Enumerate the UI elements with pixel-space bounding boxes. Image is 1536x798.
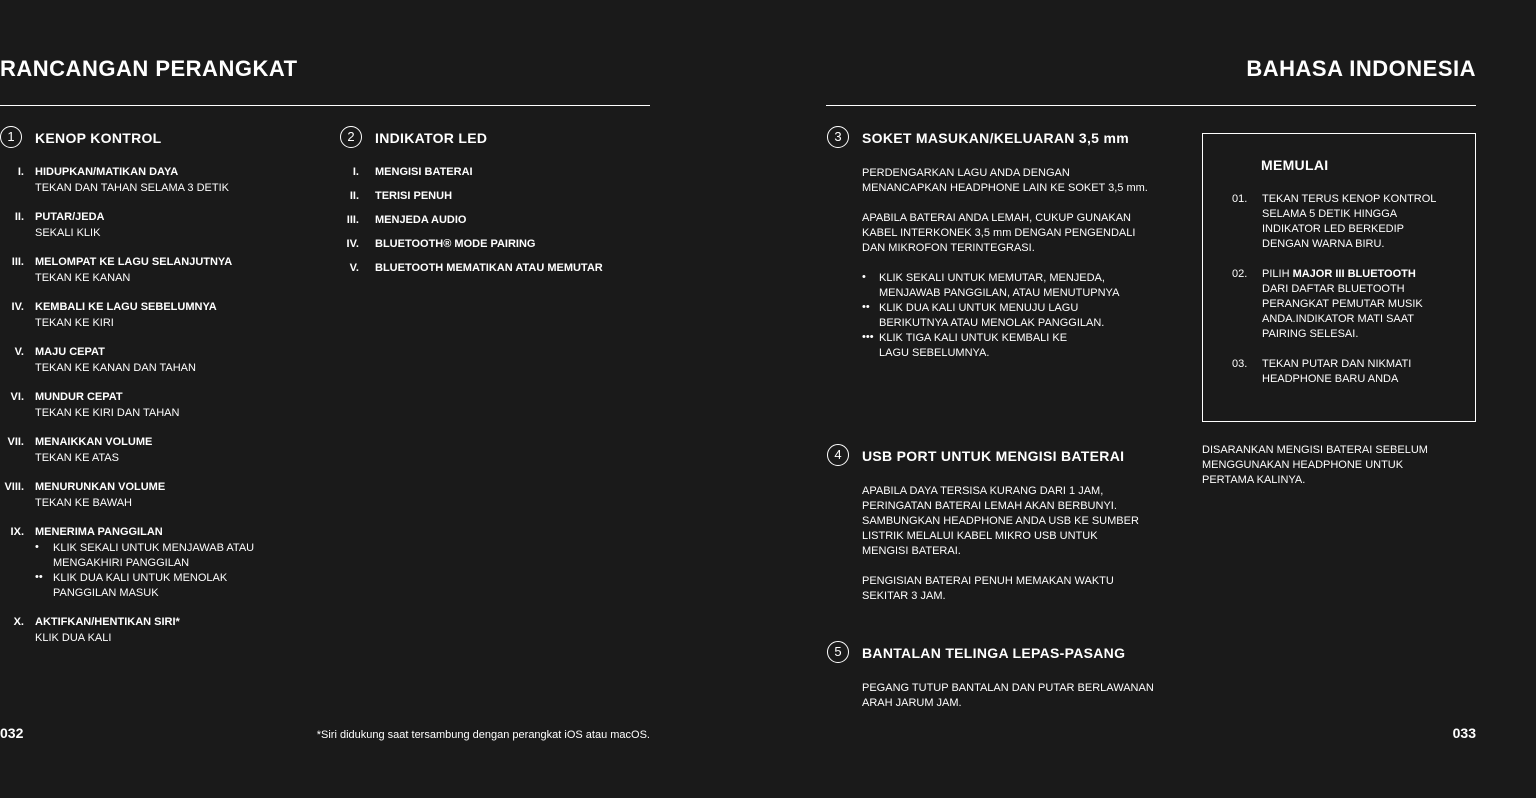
paragraph-line: MENANCAPKAN HEADPHONE LAIN KE SOKET 3,5 mm. bbox=[862, 182, 1148, 194]
step-text bbox=[1262, 222, 1404, 237]
item-description: TEKAN KE KANAN DAN TAHAN bbox=[35, 362, 196, 374]
note-line: MENGGUNAKAN HEADPHONE UNTUK bbox=[1202, 459, 1404, 471]
led-numeral: IV. bbox=[346, 238, 359, 250]
paragraph-line: PERINGATAN BATERAI LEMAH AKAN BERBUNYI. bbox=[862, 500, 1117, 512]
item-description: TEKAN KE KANAN bbox=[35, 272, 131, 284]
bullet-text: LAGU SEBELUMNYA. bbox=[879, 347, 990, 359]
step-text-segment: ANDA.INDIKATOR MATI SAAT bbox=[1262, 313, 1414, 325]
led-numeral: I. bbox=[352, 166, 359, 178]
step-text-segment: TEKAN TERUS KENOP KONTROL bbox=[1262, 193, 1437, 205]
section-4-title: USB PORT UNTUK MENGISI BATERAI bbox=[862, 448, 1125, 464]
bullet-text: KLIK TIGA KALI UNTUK KEMBALI KE bbox=[879, 332, 1068, 344]
bullet-marker: • bbox=[35, 541, 39, 553]
left-page-title: RANCANGAN PERANGKAT bbox=[0, 56, 298, 81]
item-numeral: VII. bbox=[7, 436, 24, 448]
right-page-number: 033 bbox=[1452, 725, 1476, 741]
step-text bbox=[1262, 192, 1436, 207]
step-text-segment: PAIRING SELESAI. bbox=[1262, 328, 1359, 340]
item-numeral: VI. bbox=[10, 391, 24, 403]
item-heading: HIDUPKAN/MATIKAN DAYA bbox=[35, 166, 179, 178]
bullet-marker: ••• bbox=[862, 331, 874, 343]
left-page-number: 032 bbox=[0, 725, 24, 741]
led-numeral: II. bbox=[349, 190, 359, 202]
left-header-rule bbox=[0, 105, 650, 106]
item-description: TEKAN KE KIRI DAN TAHAN bbox=[35, 407, 180, 419]
item-heading: PUTAR/JEDA bbox=[35, 211, 105, 223]
model-name: MAJOR III BLUETOOTH bbox=[1292, 268, 1416, 280]
item-numeral: IX. bbox=[10, 526, 24, 538]
step-number: 01. bbox=[1232, 193, 1248, 205]
section-2-number: 2 bbox=[340, 126, 362, 148]
step-text bbox=[1262, 237, 1384, 252]
step-text-segment: INDIKATOR LED BERKEDIP bbox=[1262, 223, 1405, 235]
item-heading: AKTIFKAN/HENTIKAN SIRI* bbox=[35, 616, 180, 628]
bullet-marker: • bbox=[862, 271, 866, 283]
bullet-text: PANGGILAN MASUK bbox=[53, 587, 159, 599]
item-description: TEKAN KE ATAS bbox=[35, 452, 119, 464]
bullet-marker: •• bbox=[35, 571, 43, 583]
paragraph-line: DAN MIKROFON TERINTEGRASI. bbox=[862, 242, 1035, 254]
item-heading: MAJU CEPAT bbox=[35, 346, 105, 358]
paragraph-line: SEKITAR 3 JAM. bbox=[862, 590, 946, 602]
step-text-segment: TEKAN PUTAR DAN NIKMATI bbox=[1262, 358, 1412, 370]
right-page-title: BAHASA INDONESIA bbox=[1246, 56, 1476, 81]
step-text-segment: PILIH bbox=[1262, 268, 1293, 280]
paragraph-line: MENGISI BATERAI. bbox=[862, 545, 961, 557]
item-numeral: V. bbox=[14, 346, 24, 358]
step-text-segment: SELAMA 5 DETIK HINGGA bbox=[1262, 208, 1398, 220]
item-description: TEKAN DAN TAHAN SELAMA 3 DETIK bbox=[35, 182, 229, 194]
item-heading: MENURUNKAN VOLUME bbox=[35, 481, 166, 493]
step-text bbox=[1262, 357, 1411, 372]
section-5-number: 5 bbox=[827, 641, 849, 663]
section-4-number: 4 bbox=[827, 444, 849, 466]
led-state: TERISI PENUH bbox=[375, 190, 453, 202]
right-header-rule bbox=[826, 105, 1476, 106]
step-text bbox=[1262, 297, 1423, 312]
bullet-text: KLIK SEKALI UNTUK MENJAWAB ATAU bbox=[53, 542, 255, 554]
item-numeral: X. bbox=[13, 616, 24, 628]
siri-footnote: *Siri didukung saat tersambung dengan perangkat iOS atau macOS. bbox=[316, 729, 650, 741]
step-number: 03. bbox=[1232, 358, 1248, 370]
step-text-segment: DENGAN WARNA BIRU. bbox=[1262, 238, 1385, 250]
step-text-segment: DARI DAFTAR BLUETOOTH bbox=[1262, 283, 1405, 295]
paragraph-line: ARAH JARUM JAM. bbox=[862, 697, 962, 709]
led-numeral: III. bbox=[346, 214, 359, 226]
item-description: TEKAN KE KIRI bbox=[35, 317, 114, 329]
paragraph-line: PENGISIAN BATERAI PENUH MEMAKAN WAKTU bbox=[862, 575, 1114, 587]
section-3-title: SOKET MASUKAN/KELUARAN 3,5 mm bbox=[862, 130, 1129, 146]
note-line: PERTAMA KALINYA. bbox=[1202, 474, 1306, 486]
item-heading: MENAIKKAN VOLUME bbox=[35, 436, 153, 448]
paragraph-line: LISTRIK MELALUI KABEL MIKRO USB UNTUK bbox=[862, 530, 1098, 542]
bullet-text: KLIK SEKALI UNTUK MEMUTAR, MENJEDA, bbox=[879, 272, 1105, 284]
step-text bbox=[1262, 282, 1405, 297]
getting-started-title: MEMULAI bbox=[1261, 157, 1329, 173]
step-text bbox=[1262, 372, 1398, 387]
section-1-number: 1 bbox=[0, 126, 22, 148]
step-text-segment: HEADPHONE BARU ANDA bbox=[1262, 373, 1399, 385]
paragraph-line: APABILA BATERAI ANDA LEMAH, CUKUP GUNAKAN bbox=[862, 212, 1131, 224]
item-numeral: II. bbox=[14, 211, 24, 223]
led-state: BLUETOOTH® MODE PAIRING bbox=[375, 238, 536, 250]
paragraph-line: APABILA DAYA TERSISA KURANG DARI 1 JAM, bbox=[862, 485, 1104, 497]
item-heading: MELOMPAT KE LAGU SELANJUTNYA bbox=[35, 256, 233, 268]
led-state: MENGISI BATERAI bbox=[375, 166, 473, 178]
paragraph-line: PERDENGARKAN LAGU ANDA DENGAN bbox=[862, 167, 1070, 179]
item-description: KLIK DUA KALI bbox=[35, 632, 112, 644]
step-text bbox=[1262, 207, 1397, 222]
item-heading: KEMBALI KE LAGU SEBELUMNYA bbox=[35, 301, 217, 313]
bullet-text: MENGAKHIRI PANGGILAN bbox=[53, 557, 190, 569]
led-state: BLUETOOTH MEMATIKAN ATAU MEMUTAR bbox=[375, 262, 603, 274]
section-2-title: INDIKATOR LED bbox=[375, 130, 488, 146]
step-number: 02. bbox=[1232, 268, 1248, 280]
section-1-title: KENOP KONTROL bbox=[35, 130, 162, 146]
item-numeral: I. bbox=[17, 166, 24, 178]
paragraph-line: KABEL INTERKONEK 3,5 mm DENGAN PENGENDALI bbox=[862, 227, 1136, 239]
item-heading: MUNDUR CEPAT bbox=[35, 391, 123, 403]
step-text bbox=[1262, 312, 1414, 327]
step-text bbox=[1262, 327, 1358, 342]
item-description: SEKALI KLIK bbox=[35, 227, 101, 239]
paragraph-line: SAMBUNGKAN HEADPHONE ANDA USB KE SUMBER bbox=[862, 515, 1139, 527]
bullet-text: KLIK DUA KALI UNTUK MENOLAK bbox=[53, 572, 228, 584]
item-numeral: IV. bbox=[11, 301, 24, 313]
led-state: MENJEDA AUDIO bbox=[375, 214, 467, 226]
bullet-text: BERIKUTNYA ATAU MENOLAK PANGGILAN. bbox=[879, 317, 1105, 329]
note-line: DISARANKAN MENGISI BATERAI SEBELUM bbox=[1202, 444, 1428, 456]
item-heading: MENERIMA PANGGILAN bbox=[35, 526, 163, 538]
bullet-marker: •• bbox=[862, 301, 870, 313]
section-3-number: 3 bbox=[827, 126, 849, 148]
item-description: TEKAN KE BAWAH bbox=[35, 497, 132, 509]
step-text-segment: PERANGKAT PEMUTAR MUSIK bbox=[1262, 298, 1423, 310]
paragraph-line: PEGANG TUTUP BANTALAN DAN PUTAR BERLAWANAN bbox=[862, 682, 1154, 694]
bullet-text: MENJAWAB PANGGILAN, ATAU MENUTUPNYA bbox=[879, 287, 1120, 299]
bullet-text: KLIK DUA KALI UNTUK MENUJU LAGU bbox=[879, 302, 1079, 314]
item-numeral: III. bbox=[11, 256, 24, 268]
step-text bbox=[1262, 267, 1416, 282]
led-numeral: V. bbox=[349, 262, 359, 274]
item-numeral: VIII. bbox=[4, 481, 24, 493]
section-5-title: BANTALAN TELINGA LEPAS-PASANG bbox=[862, 645, 1126, 661]
